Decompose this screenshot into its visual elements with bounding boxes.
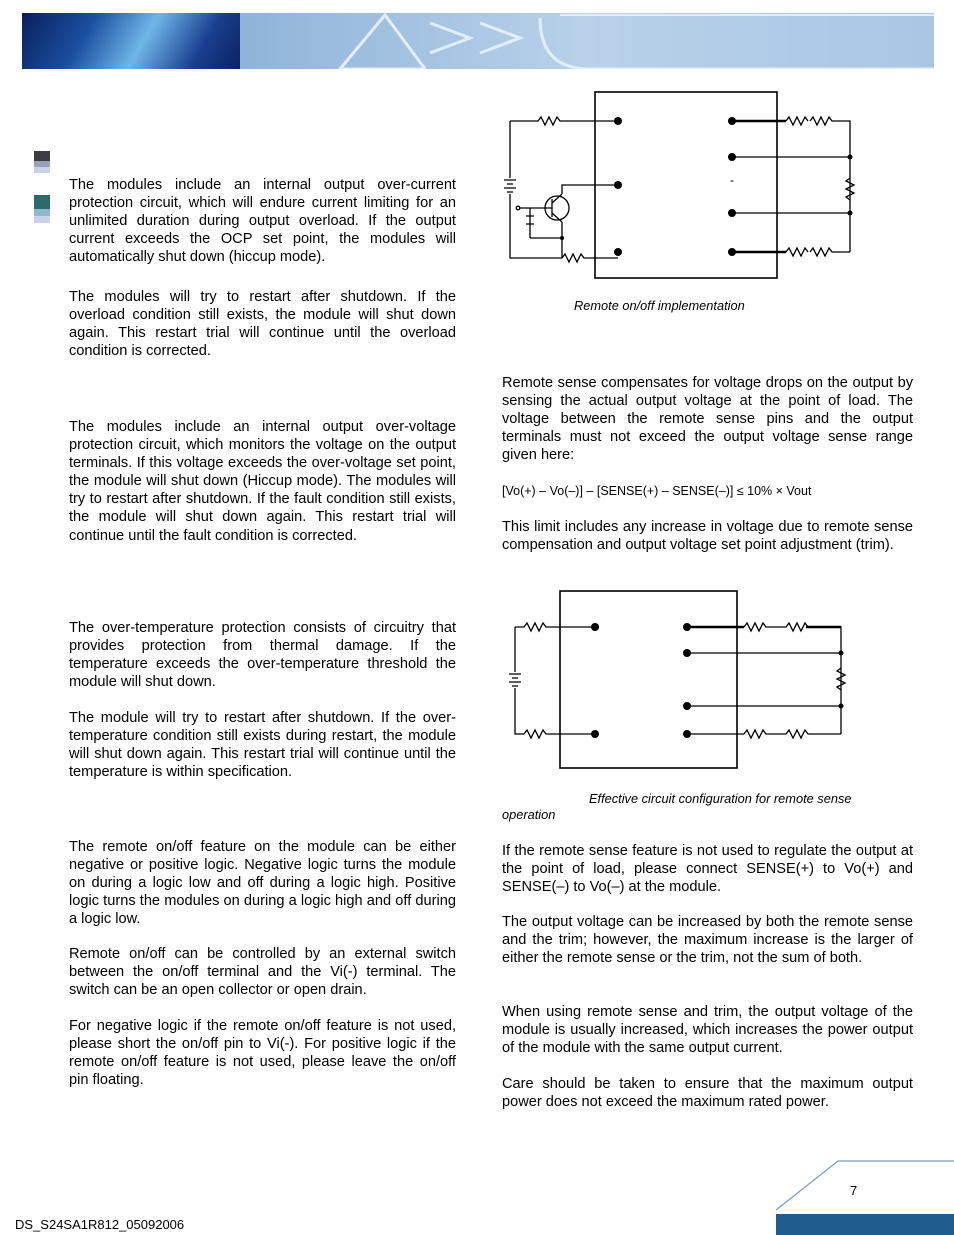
onoff-paragraph-3: For negative logic if the remote on/off feature is not used, please short the on/off pin to Vi(-). For positive logic if the remote on/off feature is not used, please leave the on/off pin floating.: [69, 1018, 456, 1089]
fig2-caption-line-1: Effective circuit configuration for remote sense: [589, 791, 852, 806]
fig2-caption-line-2: operation: [502, 807, 556, 822]
onoff-paragraph-2: Remote on/off can be controlled by an external switch between the on/off terminal and the Vi(-) terminal. The switch can be an open collector or open drain.: [69, 946, 456, 999]
ocp-paragraph-1: The modules include an internal output over-current protection circuit, which will endure current limiting for an unlimited duration during output overload. If the output current exceeds the OCP set point, the modules will automatically shut down (hiccup mode).: [69, 177, 456, 266]
document-id: DS_S24SA1R812_05092006: [15, 1217, 185, 1232]
remote-sense-formula: [Vo(+) – Vo(–)] – [SENSE(+) – SENSE(–)] ≤ 10% × Vout: [502, 484, 812, 498]
remote-sense-paragraph-5: When using remote sense and trim, the output voltage of the module is usually increased, which increases the power output of the module with the same output current.: [502, 1004, 913, 1057]
ocp-paragraph-2: The modules will try to restart after shutdown. If the overload condition still exists, the module will shut down again. This restart trial will continue until the overload condition is corrected.: [69, 289, 456, 360]
section-marker-1: [34, 151, 50, 173]
footer-page-tab: [774, 1159, 954, 1235]
section-marker-2: [34, 195, 50, 223]
page-number: 7: [850, 1183, 858, 1198]
remote-sense-paragraph-2: This limit includes any increase in voltage due to remote sense compensation and output voltage set point adjustment (trim).: [502, 519, 913, 554]
onoff-paragraph-1: The remote on/off feature on the module can be either negative or positive logic. Negative logic turns the module on during a logic low and off during a logic high. Positive logic turns the modules on during a logic high and off during a logic low.: [69, 839, 456, 928]
ovp-paragraph: The modules include an internal output over-voltage protection circuit, which monitors the voltage on the output terminals. If this voltage exceeds the over-voltage set point, the module will shut down (Hiccup mode). The modules will try to restart after shutdown. If the fault condition still exists, the module will shut down again. This restart trial will continue until the fault condition is corrected.: [69, 419, 456, 544]
banner-image: [22, 13, 240, 69]
fig1-dash-label: -: [730, 173, 734, 187]
banner-graphic: [240, 13, 934, 69]
banner-shapes: [240, 13, 934, 69]
otp-paragraph-2: The module will try to restart after shutdown. If the over-temperature condition still exists during restart, the module will shut down again. This restart trial will continue until the temperature is within specification.: [69, 710, 456, 781]
remote-onoff-circuit-diagram: [500, 88, 860, 284]
remote-sense-paragraph-6: Care should be taken to ensure that the maximum output power does not exceed the maximum rated power.: [502, 1076, 913, 1111]
remote-sense-circuit-diagram: [500, 586, 860, 776]
remote-sense-paragraph-1: Remote sense compensates for voltage drops on the output by sensing the actual output voltage at the point of load. The voltage between the remote sense pins and the output terminals must not exceed the output voltage sense range given here:: [502, 375, 913, 464]
header-banner: [22, 13, 934, 69]
otp-paragraph-1: The over-temperature protection consists of circuitry that provides protection from thermal damage. If the temperature exceeds the over-temperature threshold the module will shut down.: [69, 620, 456, 691]
remote-sense-paragraph-3: If the remote sense feature is not used to regulate the output at the point of load, please connect SENSE(+) to Vo(+) and SENSE(–) to Vo(–) at the module.: [502, 843, 913, 896]
fig1-caption: Remote on/off implementation: [574, 298, 745, 313]
remote-sense-paragraph-4: The output voltage can be increased by both the remote sense and the trim; however, the maximum increase is the larger of either the remote sense or the trim, not the sum of both.: [502, 914, 913, 967]
